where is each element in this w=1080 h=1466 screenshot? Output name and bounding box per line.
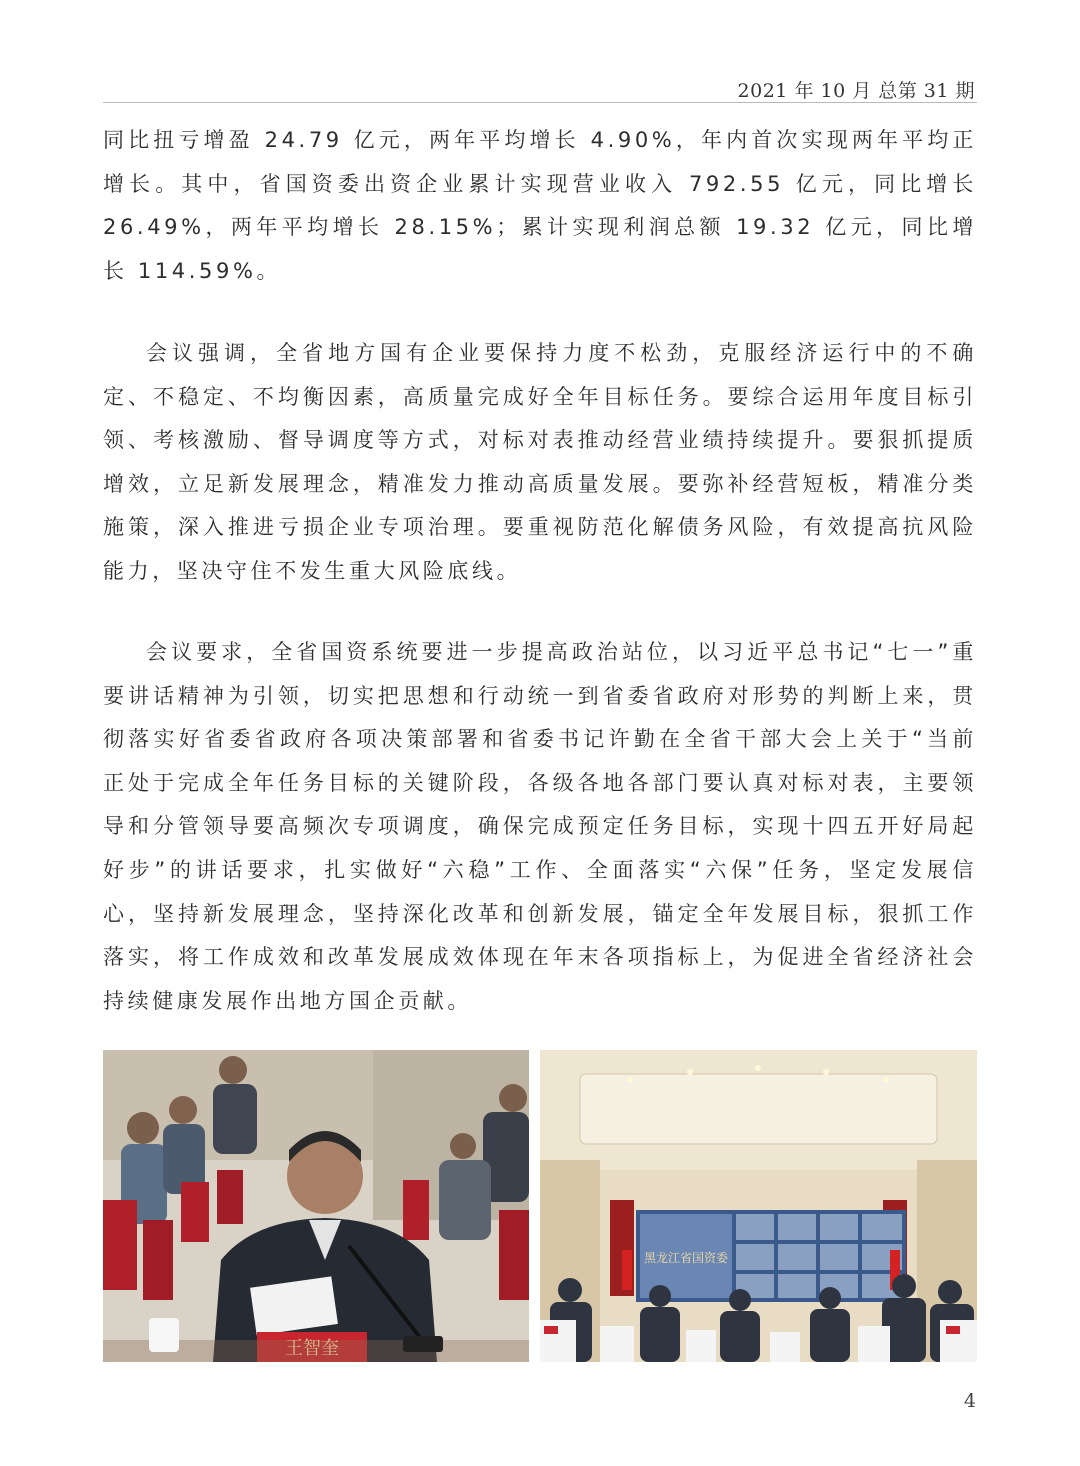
page-header	[103, 70, 977, 103]
photo-speaker	[103, 1050, 529, 1362]
issue-label: 2021 年 10 月 总第 31 期	[737, 80, 975, 102]
paragraph-2: 会议强调，全省地方国有企业要保持力度不松劲，克服经济运行中的不确定、不稳定、不均衡因素，高质量完成好全年目标任务。要综合运用年度目标引领、考核激励、督导调度等方式，对标对表推动经营业绩持续提升。要狠抓提质增效，立足新发展理念，精准发力推动高质量发展。要弥补经营短板，精准分类施策，深入推进亏损企业专项治理。要重视防范化解债务风险，有效提高抗风险能力，坚决守住不发生重大风险底线。	[103, 341, 977, 583]
page-number: 4	[963, 1390, 976, 1412]
paragraph-1: 同比扭亏增盈 24.79 亿元，两年平均增长 4.90%，年内首次实现两年平均正增长。其中，省国资委出资企业累计实现营业收入 792.55 亿元，同比增长 26.49%，两年平均增长 28.15%；累计实现利润总额 19.32 亿元，同比增长 114.59%。	[103, 128, 977, 283]
photo-auditorium	[540, 1050, 977, 1362]
paragraph-3: 会议要求，全省国资系统要进一步提高政治站位，以习近平总书记“七一”重要讲话精神为引领，切实把思想和行动统一到省委省政府对形势的判断上来，贯彻落实好省委省政府各项决策部署和省委书记许勤在全省干部大会上关于“当前正处于完成全年任务目标的关键阶段，各级各地各部门要认真对标对表，主要领导和分管领导要高频次专项调度，确保完成预定任务目标，实现十四五开好局起好步”的讲话要求，扎实做好“六稳”工作、全面落实“六保”任务，坚定发展信心，坚持新发展理念，坚持深化改革和创新发展，锚定全年发展目标，狠抓工作落实，将工作成效和改革发展成效体现在年末各项指标上，为促进全省经济社会持续健康发展作出地方国企贡献。	[103, 640, 977, 1013]
screen-text: 黑龙江省国资委	[643, 1251, 729, 1265]
photo-auditorium-drawing	[540, 1050, 977, 1362]
nameplate-text: 王智奎	[285, 1338, 339, 1359]
photo-speaker-drawing	[103, 1050, 529, 1362]
